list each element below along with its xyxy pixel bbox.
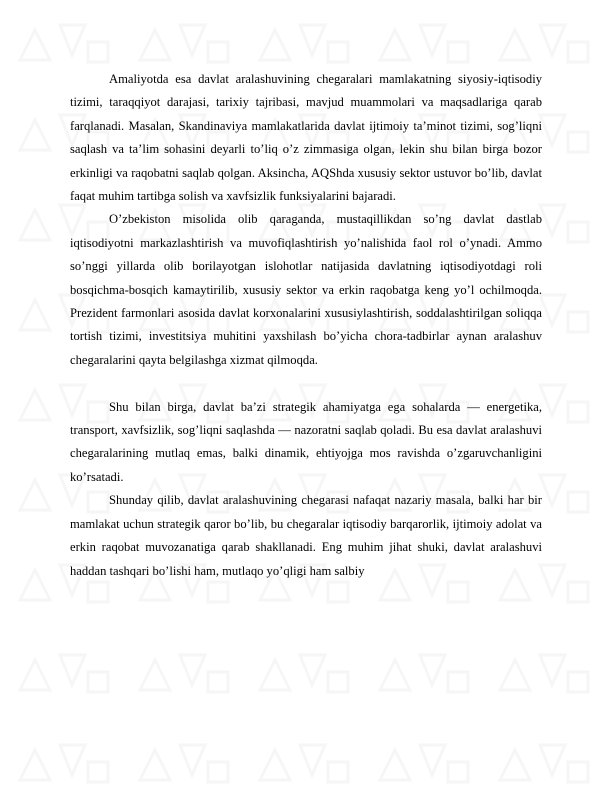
document-body (70, 68, 542, 583)
paragraph-conclusion: Shunday qilib, davlat aralashuvining chegarasi nafaqat nazariy masala, balki har bir mamlakat uchun strategik qaror bo’lib, bu chegaralar iqtisodiy barqarorlik, ijtimoiy adolat va erkin raqobat muvozanatiga qarab shakllanadi. Eng muhim jihat shuki, davlat aralashuvi haddan tashqari bo’lishi ham, mutlaqo yo’qligi ham salbiy (70, 493, 542, 578)
paragraph-uzbekistan-example: O’zbekiston misolida olib qaraganda, mustaqillikdan so’ng davlat dastlab iqtisodiyotni markazlashtirish va muvofiqlashtirish yo’nalishida faol rol o’ynadi. Ammo so’nggi yillarda olib borilayotgan islohotlar natijasida davlatning iqtisodiyotdagi roli bosqichma-bosqich kamaytirilib, xususiy sektor va erkin raqobatga keng yo’l ochilmoqda. Prezident farmonlari asosida davlat korxonalarini xususiylashtirish, soddalashtirilgan soliqqa tortish tizimi, investitsiya muhitini yaxshilash bo’yicha chora-tadbirlar aynan aralashuv chegaralarini qayta belgilashga xizmat qilmoqda. (70, 212, 542, 367)
paragraph-spacer (70, 372, 542, 395)
paragraph-practice-boundaries: Amaliyotda esa davlat aralashuvining chegaralari mamlakatning siyosiy-iqtisodiy tizimi, taraqqiyot darajasi, tarixiy tajribasi, mavjud muammolari va maqsadlariga qarab farqlanadi. Masalan, Skandinaviya mamlakatlarida davlat ijtimoiy ta’minot tizimi, sog’liqni saqlash va ta’lim sohasini deyarli to’liq o’z zimmasiga olgan, lekin shu bilan birga bozor erkinligi va raqobatni saqlab qolgan. Aksincha, AQShda xususiy sektor ustuvor bo’lib, davlat faqat muhim tartibga solish va xavfsizlik funksiyalarini bajaradi. (70, 72, 542, 204)
paragraph-strategic-sectors: Shu bilan birga, davlat ba’zi strategik ahamiyatga ega sohalarda — energetika, transport, xavfsizlik, sog’liqni saqlashda — nazoratni saqlab qoladi. Bu esa davlat aralashuvi chegaralarining mutlaq emas, balki dinamik, ehtiyojga mos ravishda o’zgaruvchanligini ko’rsatadi. (70, 399, 542, 484)
